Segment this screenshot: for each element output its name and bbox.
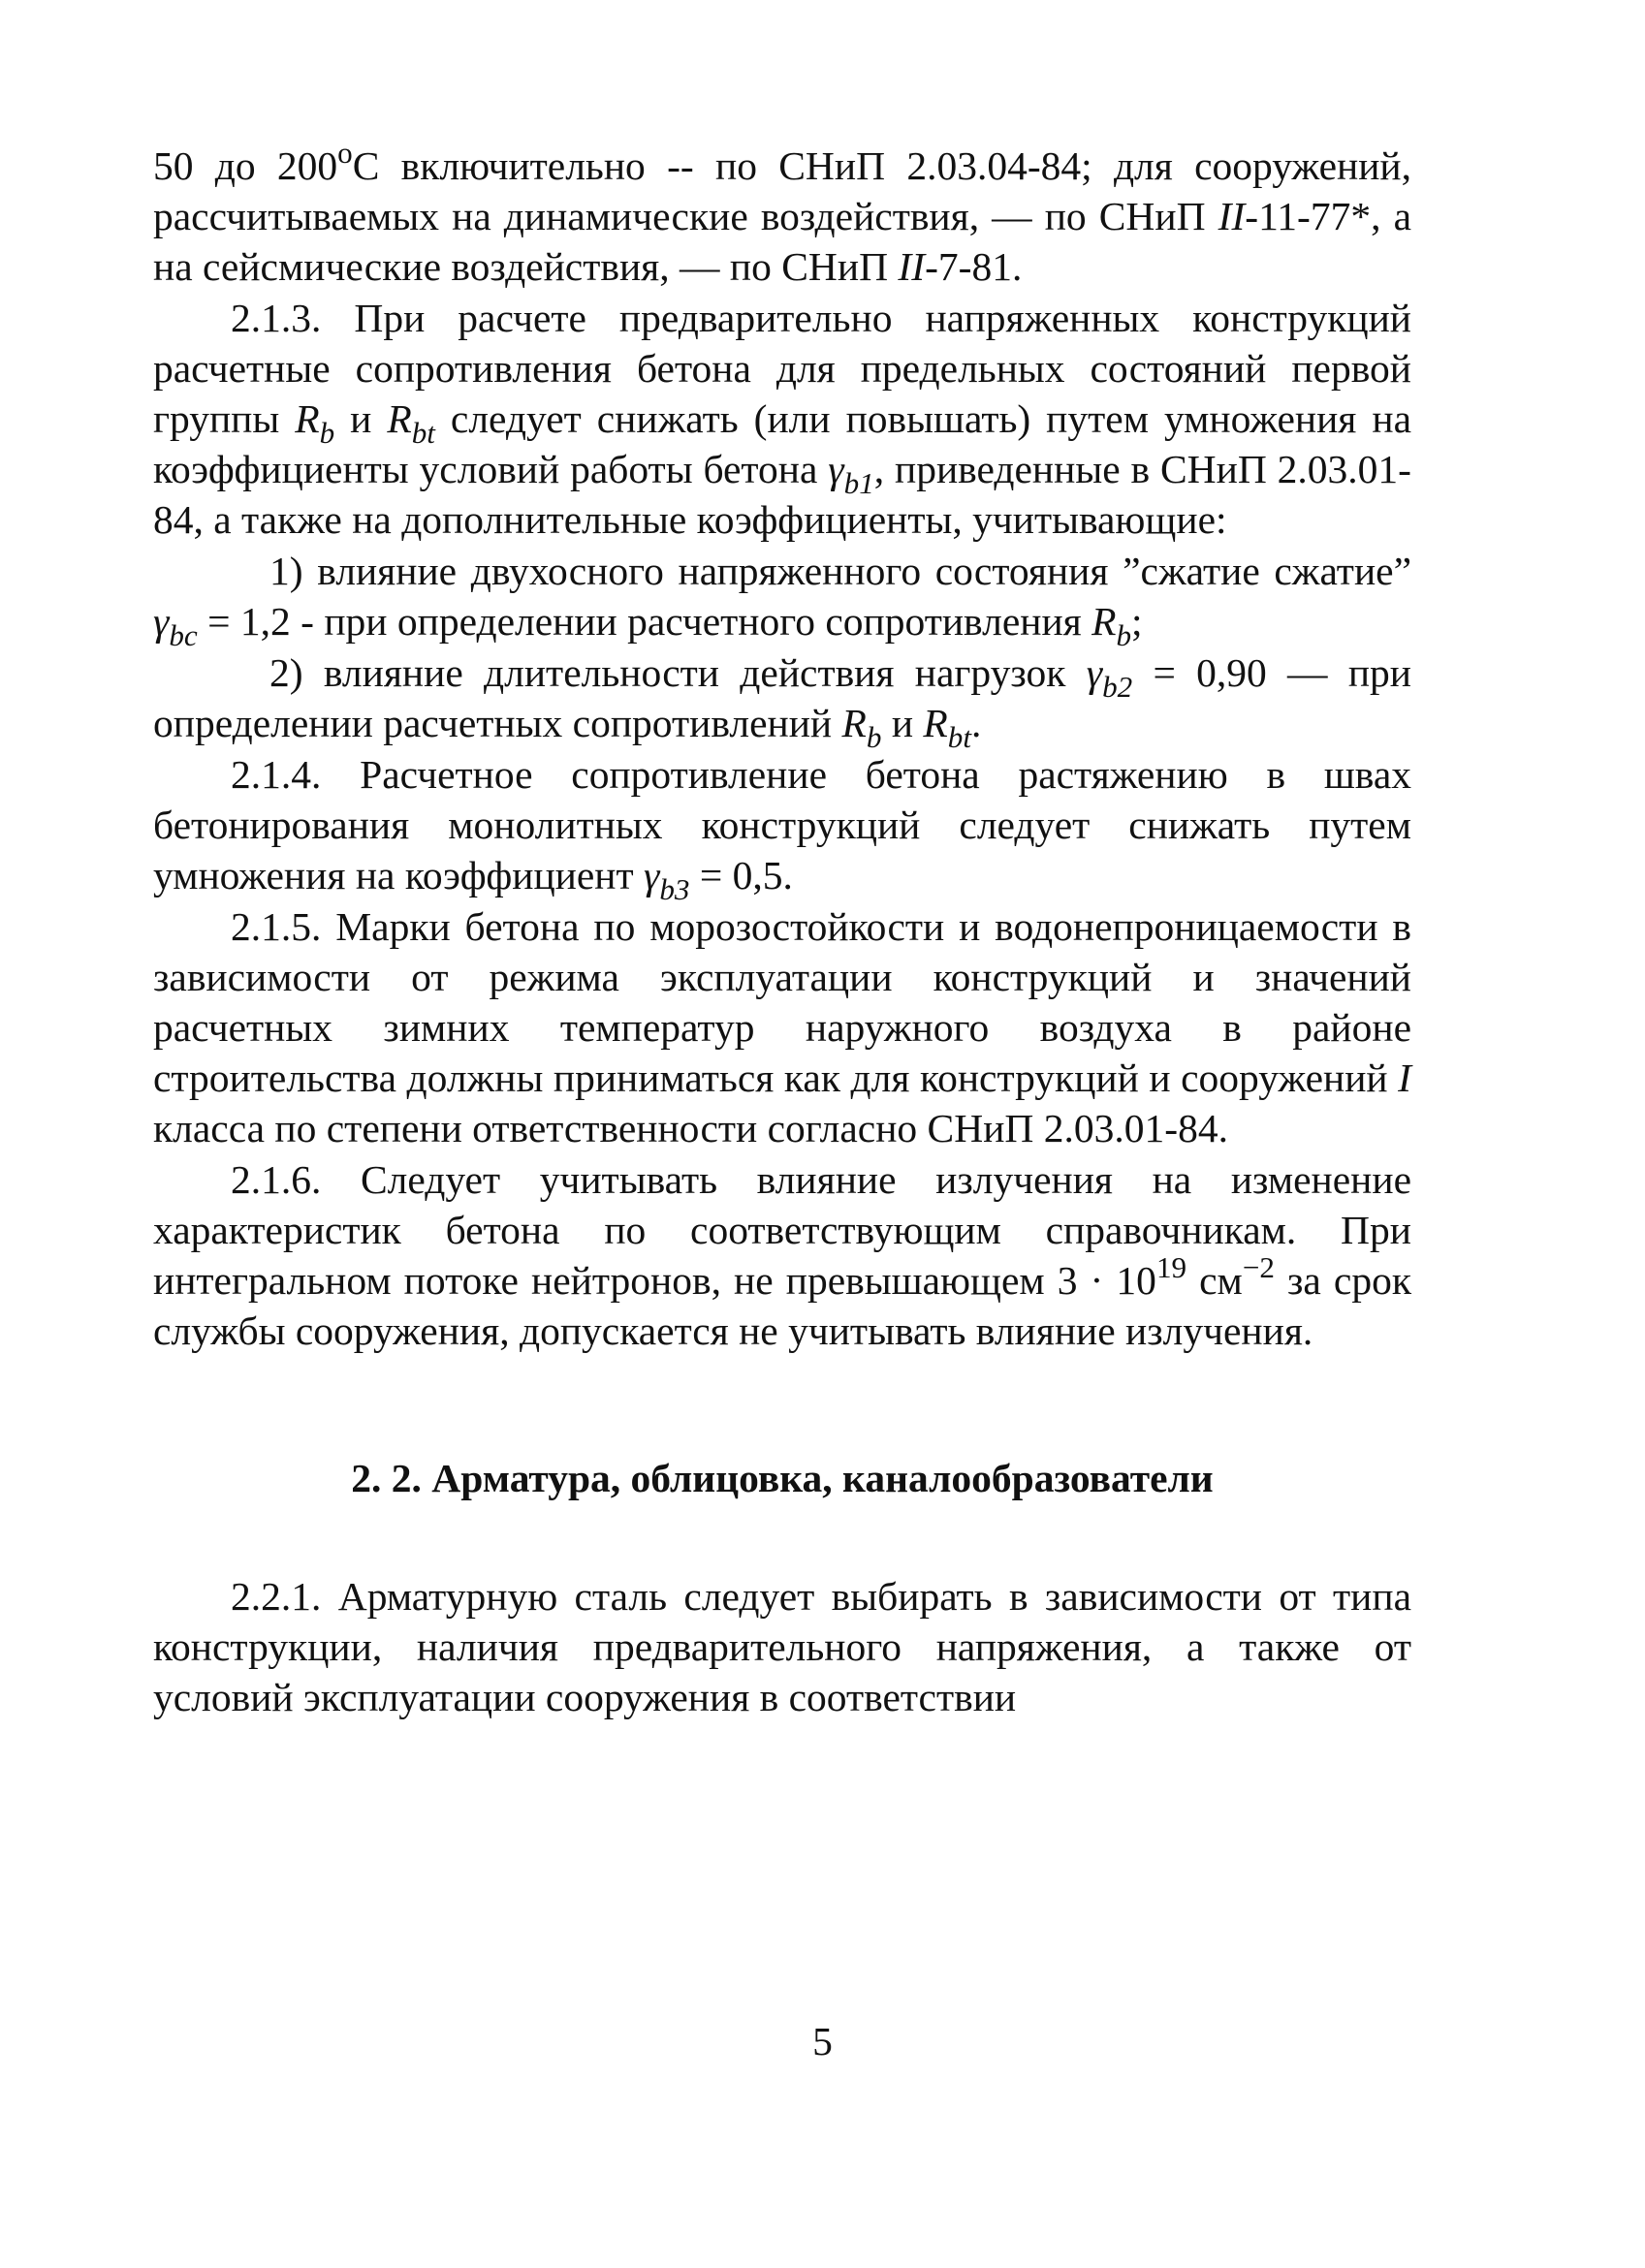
text: 2.1.3. При расчете предварительно напряженных конструкций расчетные сопротивления бетона для предельных состояний первой группы xyxy=(153,296,1411,441)
paragraph-2-1-3 xyxy=(153,293,1411,545)
text: , приведенные в СНиП 2.03.01-84, а также на дополнительные коэффициенты, учитывающие: xyxy=(153,447,1411,542)
text: = 1,2 - при определении расчетного сопротивления xyxy=(197,599,1092,644)
document-page xyxy=(153,135,1411,1723)
subscript: bc xyxy=(169,617,198,652)
symbol: γ xyxy=(153,599,170,644)
subscript: bt xyxy=(411,415,435,450)
text: 2.1.6. Следует учитывать влияние излучения на изменение характеристик бетона по соответствующим справочникам. При интегральном потоке нейтронов, не превышающем 3 · 10 xyxy=(153,1157,1411,1303)
superscript: −2 xyxy=(1242,1249,1275,1284)
text: за срок службы сооружения, допускается не учитывать влияние излучения. xyxy=(153,1258,1411,1353)
text: 2) влияние длительности действия нагрузок xyxy=(269,650,1087,695)
symbol: γ xyxy=(644,853,660,898)
subscript: b xyxy=(866,719,882,754)
text: следует снижать (или повышать) путем умножения на коэффициенты условий работы бетона xyxy=(153,396,1411,491)
text: = 0,90 — при определении расчетных сопротивлений xyxy=(153,650,1411,745)
subscript: b xyxy=(1116,617,1132,652)
roman-numeral: I xyxy=(1398,1055,1411,1100)
symbol: R xyxy=(841,701,867,745)
text: -7-81. xyxy=(925,244,1023,289)
symbol: R xyxy=(295,396,320,441)
symbol: R xyxy=(387,396,412,441)
paragraph-2-1-6 xyxy=(153,1154,1411,1356)
text: см xyxy=(1186,1258,1243,1303)
symbol: γ xyxy=(828,447,844,491)
symbol: γ xyxy=(1086,650,1103,695)
text: С включительно -- по СНиП 2.03.04-84; для сооружений, рассчитываемых на динамические воздействия, — по СНиП xyxy=(153,143,1411,238)
paragraph-2-1-5 xyxy=(153,901,1411,1153)
paragraph-2-2-1: 2.2.1. Арматурную сталь следует выбирать в зависимости от типа конструкции, наличия предварительного напряжения, а также от условий эксплуатации сооружения в соответствии xyxy=(153,1574,1411,1719)
list-item-1 xyxy=(153,546,1411,652)
paragraph-continuation xyxy=(153,135,1411,292)
subscript: b2 xyxy=(1102,669,1133,704)
subscript: b xyxy=(319,415,335,450)
text: и xyxy=(334,396,388,441)
text: = 0,5. xyxy=(689,853,793,898)
list-item-2 xyxy=(153,647,1411,754)
superscript: 19 xyxy=(1155,1249,1187,1284)
subscript: b1 xyxy=(843,465,874,500)
text: 50 до 200 xyxy=(153,143,338,188)
subscript: b3 xyxy=(659,871,690,906)
symbol: R xyxy=(1091,599,1117,644)
section-heading: 2. 2. Арматура, облицовка, каналообразователи xyxy=(351,1456,1214,1500)
text: класса по степени ответственности согласно СНиП 2.03.01-84. xyxy=(153,1106,1228,1150)
text: 1) влияние двухосного напряженного состояния ”сжатие сжатие” xyxy=(269,549,1411,593)
text: 2.1.5. Марки бетона по морозостойкости и водонепроницаемости в зависимости от режима эксплуатации конструкций и значений расчетных зимних температур наружного воздуха в районе строительства должны приниматься как для конструкций и сооружений xyxy=(153,904,1411,1100)
text: и xyxy=(881,701,924,745)
page-number: 5 xyxy=(812,2019,833,2063)
roman-numeral: II xyxy=(898,244,926,289)
paragraph-2-1-4 xyxy=(153,749,1411,906)
degree-sign: о xyxy=(337,135,353,170)
text: 2.1.4. Расчетное сопротивление бетона растяжению в швах бетонирования монолитных конструкций следует снижать путем умножения на коэффициент xyxy=(153,752,1411,898)
roman-numeral: II xyxy=(1218,194,1246,238)
text: . xyxy=(970,701,982,745)
text: ; xyxy=(1131,599,1143,644)
subscript: bt xyxy=(947,719,971,754)
symbol: R xyxy=(923,701,948,745)
text: -11-77*, а на сейсмические воздействия, — по СНиП xyxy=(153,194,1411,289)
